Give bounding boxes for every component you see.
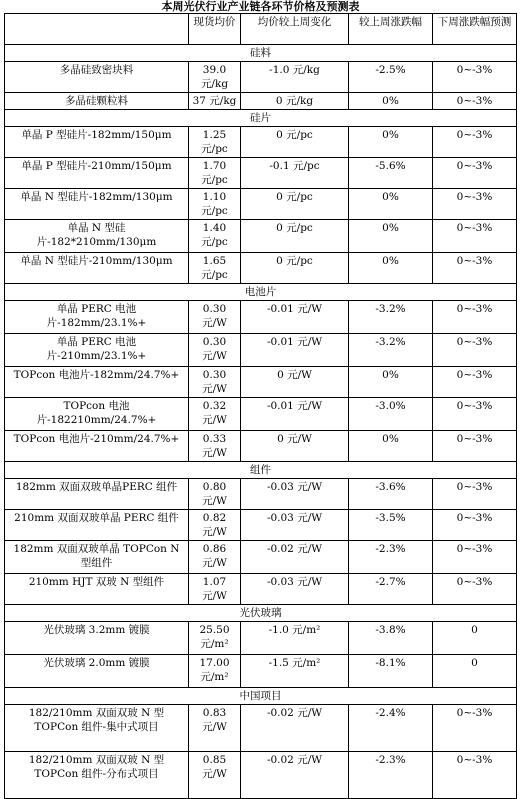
change-cell: 0 元/pc xyxy=(241,127,349,158)
section-header-glass: 光伏玻璃 xyxy=(5,605,517,622)
price-cell: 1.10 元/pc xyxy=(189,189,241,220)
pct-cell: 0% xyxy=(349,220,433,253)
change-cell: -0.03 元/W xyxy=(241,479,349,510)
forecast-cell: 0~-3% xyxy=(433,220,517,253)
item-cell: 单晶 N 型硅片-182mm/130μm xyxy=(5,189,189,220)
forecast-cell: 0~-3% xyxy=(433,334,517,367)
item-cell: 单晶 PERC 电池片-210mm/23.1%+ xyxy=(5,334,189,367)
price-cell: 1.40 元/pc xyxy=(189,220,241,253)
table-row xyxy=(5,510,517,541)
price-cell: 1.65 元/pc xyxy=(189,253,241,284)
change-cell: 0 元/W xyxy=(241,431,349,462)
table-row xyxy=(5,622,517,655)
pct-cell: 0% xyxy=(349,189,433,220)
pct-cell: -3.6% xyxy=(349,479,433,510)
table-row xyxy=(5,93,517,110)
change-cell: -0.01 元/W xyxy=(241,334,349,367)
table-row xyxy=(5,62,517,93)
price-cell: 0.33 元/W xyxy=(189,431,241,462)
change-cell: -0.01 元/W xyxy=(241,398,349,431)
change-cell: 0 元/pc xyxy=(241,189,349,220)
change-cell: 0 元/kg xyxy=(241,93,349,110)
price-cell: 0.82 元/W xyxy=(189,510,241,541)
price-cell: 0.85 元/W xyxy=(189,752,241,799)
table-row xyxy=(5,158,517,189)
pct-cell: -3.0% xyxy=(349,398,433,431)
forecast-cell: 0~-3% xyxy=(433,541,517,574)
item-cell: 多晶硅颗粒料 xyxy=(5,93,189,110)
price-cell: 0.30 元/W xyxy=(189,301,241,334)
price-cell: 1.07 元/W xyxy=(189,574,241,605)
change-cell: -0.02 元/W xyxy=(241,752,349,799)
section-header-china-projects: 中国项目 xyxy=(5,688,517,705)
forecast-cell: 0~-3% xyxy=(433,705,517,752)
header-change: 均价较上周变化 xyxy=(241,14,349,45)
price-cell: 0.86 元/W xyxy=(189,541,241,574)
pct-cell: -3.8% xyxy=(349,622,433,655)
forecast-cell: 0~-3% xyxy=(433,479,517,510)
header-pct: 较上周涨跌幅 xyxy=(349,14,433,45)
forecast-cell: 0~-3% xyxy=(433,752,517,799)
header-price: 现货均价 xyxy=(189,14,241,45)
item-cell: 单晶 P 型硅片-182mm/150μm xyxy=(5,127,189,158)
table-row xyxy=(5,574,517,605)
price-cell: 25.50 元/m² xyxy=(189,622,241,655)
table-row xyxy=(5,431,517,462)
forecast-cell: 0~-3% xyxy=(433,574,517,605)
forecast-cell: 0~-3% xyxy=(433,510,517,541)
change-cell: -0.02 元/W xyxy=(241,541,349,574)
price-cell: 0.30 元/W xyxy=(189,367,241,398)
header-forecast: 下周涨跌幅预测 xyxy=(433,14,517,45)
table-row xyxy=(5,220,517,253)
item-cell: 182mm 双面双玻单晶 TOPCon N 型组件 xyxy=(5,541,189,574)
change-cell: -0.01 元/W xyxy=(241,301,349,334)
pct-cell: 0% xyxy=(349,431,433,462)
item-cell: 单晶 N 型硅片-210mm/130μm xyxy=(5,253,189,284)
pct-cell: -3.2% xyxy=(349,301,433,334)
change-cell: 0 元/pc xyxy=(241,220,349,253)
table-row xyxy=(5,253,517,284)
table-row xyxy=(5,655,517,688)
section-header-polysilicon: 硅料 xyxy=(5,45,517,62)
forecast-cell: 0 xyxy=(433,655,517,688)
change-cell: -0.02 元/W xyxy=(241,705,349,752)
table-row xyxy=(5,479,517,510)
price-cell: 1.70 元/pc xyxy=(189,158,241,189)
pct-cell: -2.5% xyxy=(349,62,433,93)
item-cell: 182/210mm 双面双玻 N 型 TOPCon 组件-集中式项目 xyxy=(5,705,189,752)
section-header-cell: 电池片 xyxy=(5,284,517,301)
forecast-cell: 0~-3% xyxy=(433,189,517,220)
table-row xyxy=(5,398,517,431)
pct-cell: 0% xyxy=(349,253,433,284)
change-cell: -0.1 元/pc xyxy=(241,158,349,189)
price-cell: 0.83 元/W xyxy=(189,705,241,752)
section-header-wafer: 硅片 xyxy=(5,110,517,127)
item-cell: TOPcon 电池片-182210mm/24.7%+ xyxy=(5,398,189,431)
item-cell: TOPcon 电池片-210mm/24.7%+ xyxy=(5,431,189,462)
table-row xyxy=(5,301,517,334)
pct-cell: -2.4% xyxy=(349,705,433,752)
change-cell: -1.0 元/kg xyxy=(241,62,349,93)
price-cell: 39.0 元/kg xyxy=(189,62,241,93)
price-cell: 1.25 元/pc xyxy=(189,127,241,158)
price-table xyxy=(4,13,517,799)
item-cell: 单晶 P 型硅片-210mm/150μm xyxy=(5,158,189,189)
table-row xyxy=(5,752,517,799)
change-cell: -0.03 元/W xyxy=(241,510,349,541)
forecast-cell: 0~-3% xyxy=(433,398,517,431)
item-cell: 多晶硅致密块料 xyxy=(5,62,189,93)
item-cell: 182mm 双面双玻单晶PERC 组件 xyxy=(5,479,189,510)
forecast-cell: 0~-3% xyxy=(433,367,517,398)
price-cell: 0.80 元/W xyxy=(189,479,241,510)
section-header-module: 组件 xyxy=(5,462,517,479)
forecast-cell: 0~-3% xyxy=(433,62,517,93)
table-row xyxy=(5,189,517,220)
forecast-cell: 0 xyxy=(433,622,517,655)
item-cell: 单晶 N 型硅片-182*210mm/130μm xyxy=(5,220,189,253)
header-row xyxy=(5,14,517,45)
forecast-cell: 0~-3% xyxy=(433,253,517,284)
pct-cell: -5.6% xyxy=(349,158,433,189)
change-cell: -1.5 元/m² xyxy=(241,655,349,688)
pct-cell: -2.3% xyxy=(349,752,433,799)
item-cell: 182/210mm 双面双玻 N 型 TOPCon 组件-分布式项目 xyxy=(5,752,189,799)
pct-cell: 0% xyxy=(349,127,433,158)
change-cell: -0.03 元/W xyxy=(241,574,349,605)
pct-cell: -8.1% xyxy=(349,655,433,688)
forecast-cell: 0~-3% xyxy=(433,127,517,158)
table-row xyxy=(5,367,517,398)
item-cell: 光伏玻璃 2.0mm 镀膜 xyxy=(5,655,189,688)
table-row xyxy=(5,541,517,574)
item-cell: 单晶 PERC 电池片-182mm/23.1%+ xyxy=(5,301,189,334)
change-cell: -1.0 元/m² xyxy=(241,622,349,655)
change-cell: 0 元/W xyxy=(241,367,349,398)
table-title: 本周光伏行业产业链各环节价格及预测表 xyxy=(161,0,360,13)
item-cell: 210mm 双面双玻单晶 PERC 组件 xyxy=(5,510,189,541)
item-cell: TOPcon 电池片-182mm/24.7%+ xyxy=(5,367,189,398)
forecast-cell: 0~-3% xyxy=(433,158,517,189)
header-item xyxy=(5,14,189,45)
change-cell: 0 元/pc xyxy=(241,253,349,284)
table-row xyxy=(5,334,517,367)
pct-cell: 0% xyxy=(349,367,433,398)
pct-cell: 0% xyxy=(349,93,433,110)
price-cell: 37 元/kg xyxy=(189,93,241,110)
pct-cell: -3.2% xyxy=(349,334,433,367)
price-cell: 17.00 元/m² xyxy=(189,655,241,688)
item-cell: 光伏玻璃 3.2mm 镀膜 xyxy=(5,622,189,655)
forecast-cell: 0~-3% xyxy=(433,431,517,462)
pct-cell: -3.5% xyxy=(349,510,433,541)
price-cell: 0.30 元/W xyxy=(189,334,241,367)
pct-cell: -2.3% xyxy=(349,541,433,574)
forecast-cell: 0~-3% xyxy=(433,93,517,110)
forecast-cell: 0~-3% xyxy=(433,301,517,334)
item-cell: 210mm HJT 双玻 N 型组件 xyxy=(5,574,189,605)
table-row xyxy=(5,705,517,752)
table-row xyxy=(5,127,517,158)
price-cell: 0.32 元/W xyxy=(189,398,241,431)
pct-cell: -2.7% xyxy=(349,574,433,605)
